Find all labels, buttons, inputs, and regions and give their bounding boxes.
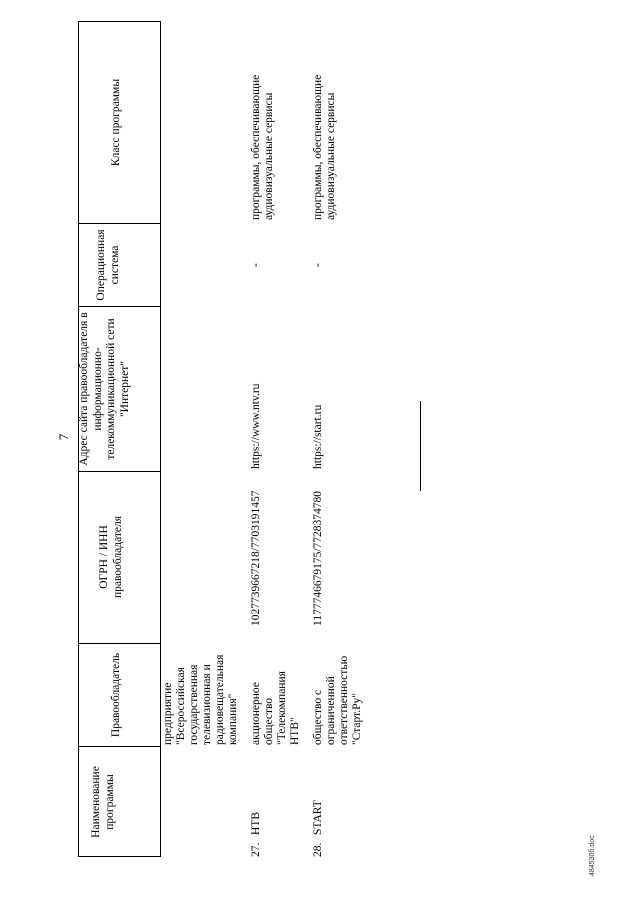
- col-divider-1: [78, 746, 160, 747]
- header-ogrn: ОГРН / ИНН правообладателя: [98, 515, 124, 599]
- header-name: Наименование программы: [90, 766, 116, 838]
- klass-line: программы, обеспечивающие: [312, 74, 324, 220]
- holder-line: ответственностью: [338, 655, 350, 745]
- site-address: https://www.ntv.ru: [250, 383, 262, 469]
- col-divider-2: [78, 643, 160, 644]
- continuation-holder-line: предприятие: [162, 682, 174, 745]
- continuation-holder-line: "Всероссийская: [175, 667, 187, 745]
- col-divider-0: [78, 856, 160, 857]
- program-name: НТВ: [250, 812, 262, 835]
- end-separator-line: [420, 401, 421, 491]
- continuation-holder-line: телевизионная и: [201, 664, 213, 745]
- holder-line: НТВ": [289, 717, 301, 745]
- holder-line: общество с: [312, 689, 324, 745]
- row-number: 27.: [250, 842, 262, 857]
- continuation-holder-line: компания": [227, 693, 239, 745]
- continuation-holder-line: радиовещательная: [214, 654, 226, 745]
- holder-line: ограниченной: [325, 676, 337, 745]
- row-number: 28.: [312, 842, 324, 857]
- header-bottom-border: [160, 21, 161, 857]
- footer-doc-id: 484530б.doc: [589, 835, 596, 876]
- site-address: https://start.ru: [312, 404, 324, 469]
- col-divider-5: [78, 223, 160, 224]
- continuation-holder-line: государственная: [188, 664, 200, 745]
- header-site: Адрес сайта правообладателя в информационно-телекоммуникационной сети "Интернет": [78, 312, 131, 466]
- holder-line: "Телекомпания: [276, 671, 288, 745]
- holder-line: акционерное: [250, 682, 262, 745]
- holder-line: "Старт.Ру": [351, 693, 363, 745]
- os-value: -: [312, 263, 324, 267]
- page-number: 7: [56, 433, 71, 441]
- klass-line: аудиовизуальные сервисы: [263, 92, 275, 220]
- klass-line: аудиовизуальные сервисы: [325, 92, 337, 220]
- header-os: Операционная система: [95, 229, 121, 301]
- col-divider-3: [78, 471, 160, 472]
- ogrn-inn: 1177746679175/7728374780: [312, 490, 324, 626]
- program-name: START: [312, 800, 324, 835]
- os-value: -: [250, 263, 262, 267]
- rotated-table-page: [50, 21, 380, 857]
- holder-line: общество: [263, 697, 275, 745]
- header-holder: Правообладатель: [110, 652, 122, 738]
- ogrn-inn: 1027739667218/7703191457: [250, 490, 262, 626]
- klass-line: программы, обеспечивающие: [250, 74, 262, 220]
- header-klass: Класс программы: [110, 78, 122, 167]
